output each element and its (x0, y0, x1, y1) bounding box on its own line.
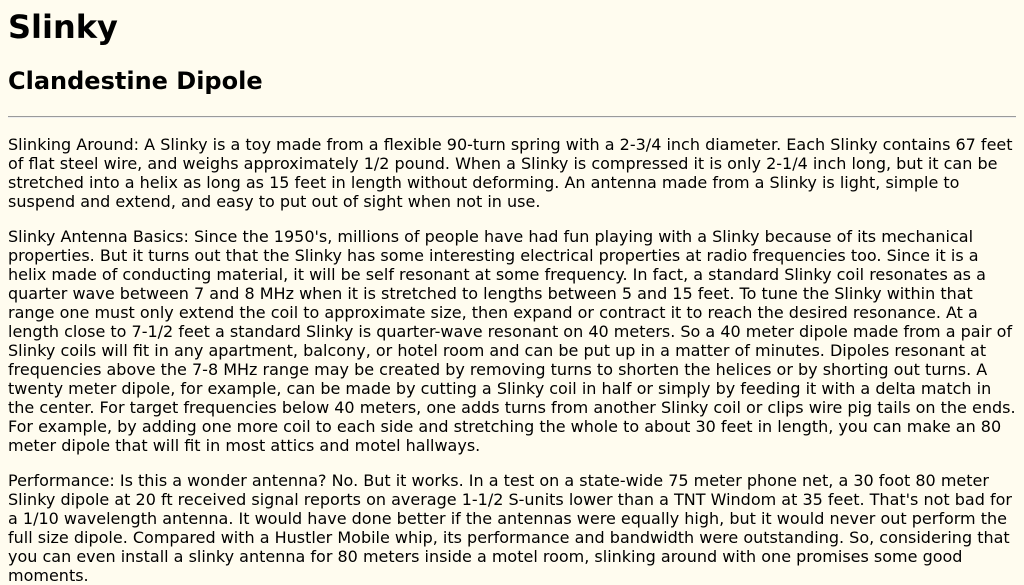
page-title: Slinky (8, 8, 118, 46)
section-divider (8, 116, 1016, 118)
page-content (0, 8, 1024, 585)
paragraph-performance: Performance: Is this a wonder antenna? No. But it works. In a test on a state-wide 75 meter phone net, a 30 foot 80 meter Slinky dipole at 20 ft received signal reports on average 1-1/2 S-units lower than a TNT Windom at 35 feet. That's not bad for a 1/10 wavelength antenna. It would have done better if the antennas were equally high, but it would never out perform the full size dipole. Compared with a Hustler Mobile whip, its performance and bandwidth were outstanding. So, considering that you can even install a slinky antenna for 80 meters inside a motel room, slinking around with one promises some good moments. (8, 471, 1012, 585)
paragraph-slinking-around: Slinking Around: A Slinky is a toy made from a flexible 90-turn spring with a 2-3/4 inch diameter. Each Slinky contains 67 feet of flat steel wire, and weighs approximately 1/2 pound. When a Slinky is compressed it is only 2-1/4 inch long, but it can be stretched into a helix as long as 15 feet in length without deforming. An antenna made from a Slinky is light, simple to suspend and extend, and easy to put out of sight when not in use. (8, 135, 1013, 211)
page-subtitle: Clandestine Dipole (8, 67, 263, 95)
paragraph-antenna-basics: Slinky Antenna Basics: Since the 1950's, millions of people have had fun playing with a Slinky because of its mechanical properties. But it turns out that the Slinky has some interesting electrical properties at radio frequencies too. Since it is a helix made of conducting material, it will be self resonant at some frequency. In fact, a standard Slinky coil resonates as a quarter wave between 7 and 8 MHz when it is stretched to lengths between 5 and 15 feet. To tune the Slinky within that range one must only extend the coil to approximate size, then expand or contract it to reach the desired resonance. At a length close to 7-1/2 feet a standard Slinky is quarter-wave resonant on 40 meters. So a 40 meter dipole made from a pair of Slinky coils will fit in any apartment, balcony, or hotel room and can be put up in a matter of minutes. Dipoles resonant at frequencies above the 7-8 MHz range may be created by removing turns to shorten the helices or by shorting out turns. A twenty meter dipole, for example, can be made by cutting a Slinky coil in half or simply by feeding it with a delta match in the center. For target frequencies below 40 meters, one adds turns from another Slinky coil or clips wire pig tails on the ends. For example, by adding one more coil to each side and stretching the whole to about 30 feet in length, you can make an 80 meter dipole that will fit in most attics and motel hallways. (8, 227, 1016, 455)
